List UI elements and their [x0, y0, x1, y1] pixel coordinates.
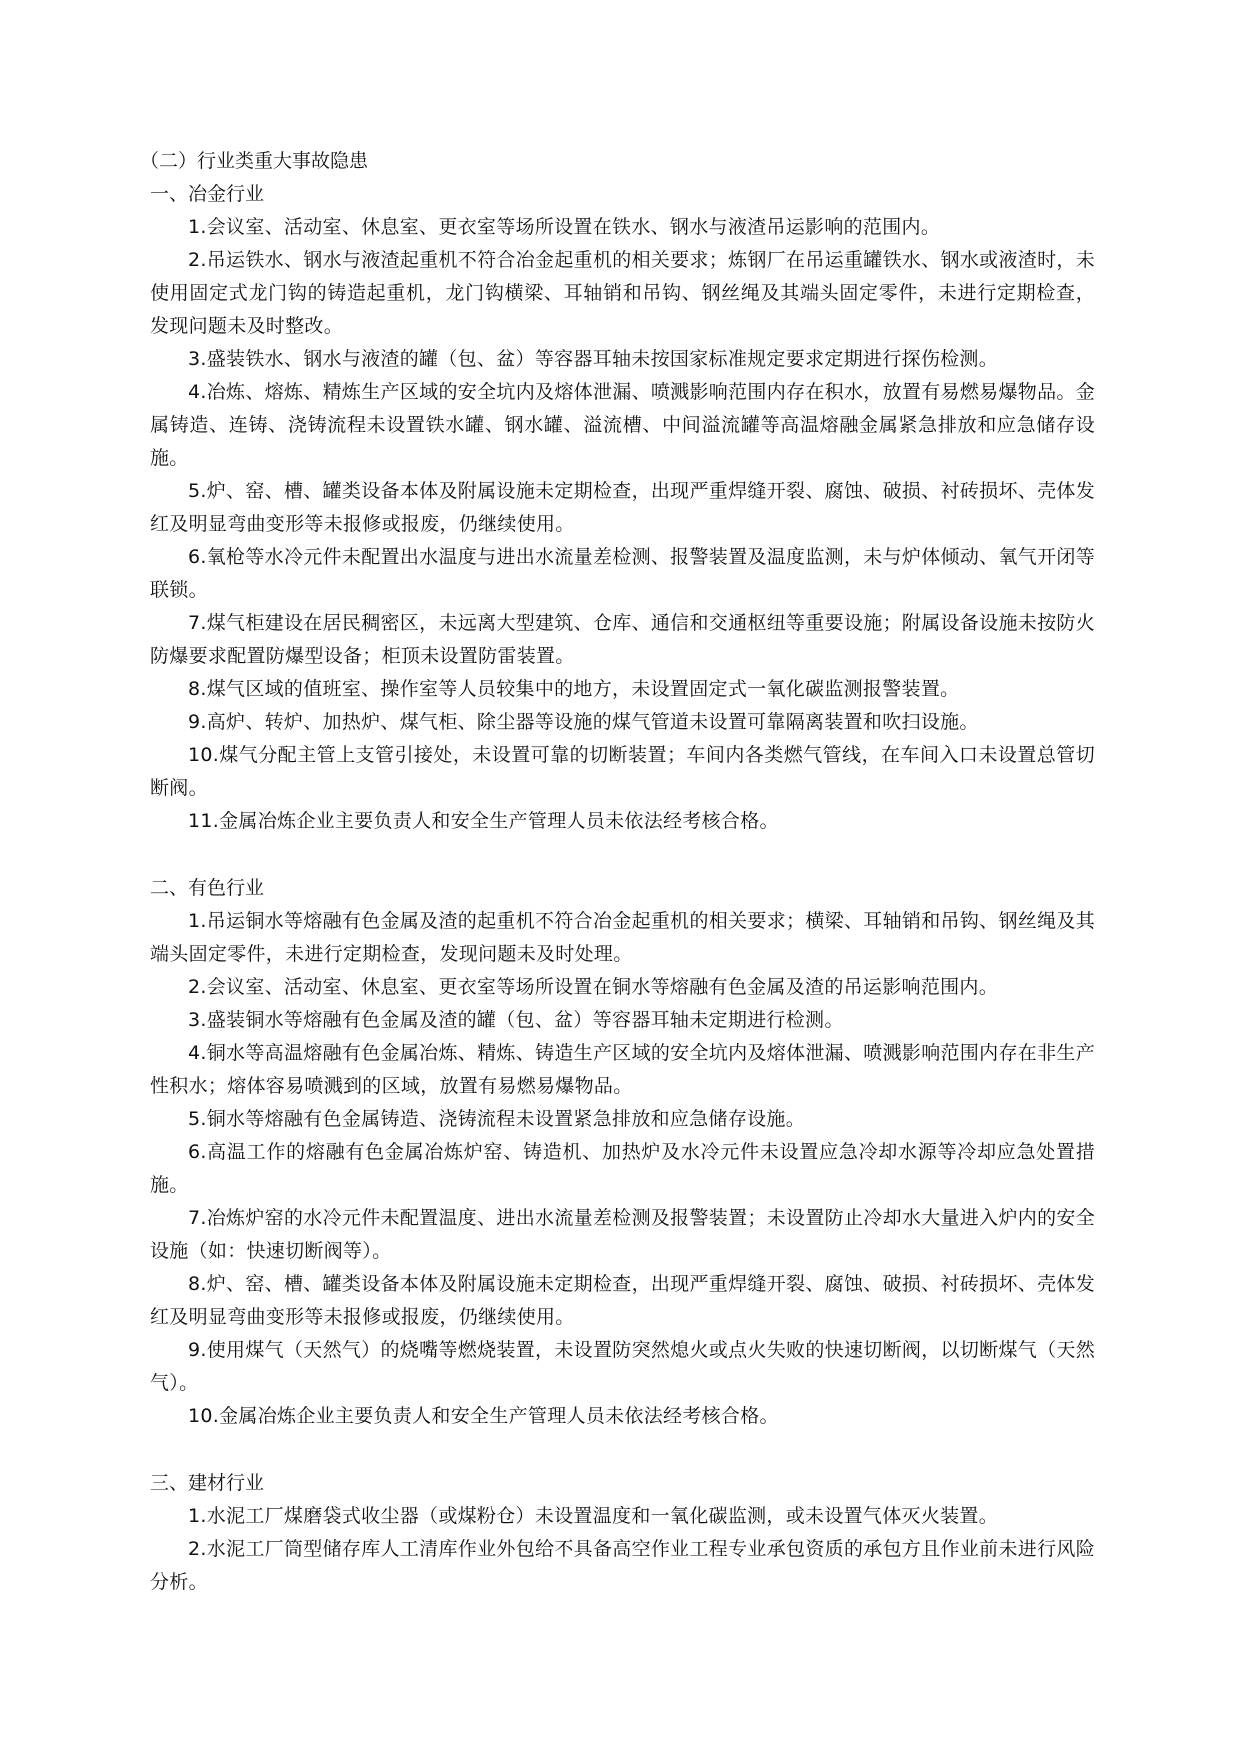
list-item: 3.盛装铜水等熔融有色金属及渣的罐（包、盆）等容器耳轴未定期进行检测。	[188, 1009, 844, 1031]
list-item: 5.铜水等熔融有色金属铸造、浇铸流程未设置紧急排放和应急储存设施。	[188, 1108, 806, 1130]
list-item: 2.会议室、活动室、休息室、更衣室等场所设置在铜水等熔融有色金属及渣的吊运影响范围内。	[188, 976, 999, 998]
list-item: 5.炉、窑、槽、罐类设备本体及附属设施未定期检查，出现严重焊缝开裂、腐蚀、破损、衬砖损坏、壳体发红及明显弯曲变形等未报修或报废，仍继续使用。	[150, 480, 1095, 535]
list-item: 9.高炉、转炉、加热炉、煤气柜、除尘器等设施的煤气管道未设置可靠隔离装置和吹扫设施。	[188, 711, 979, 733]
list-item: 4.铜水等高温熔融有色金属冶炼、精炼、铸造生产区域的安全坑内及熔体泄漏、喷溅影响范围内存在非生产性积水；熔体容易喷溅到的区域，放置有易燃易爆物品。	[150, 1042, 1095, 1097]
list-item: 2.吊运铁水、钢水与液渣起重机不符合冶金起重机的相关要求；炼钢厂在吊运重罐铁水、钢水或液渣时，未使用固定式龙门钩的铸造起重机，龙门钩横梁、耳轴销和吊钩、钢丝绳及其端头固定零件，未进行定期检查，发现问题未及时整改。	[150, 249, 1095, 337]
list-item: 4.冶炼、熔炼、精炼生产区域的安全坑内及熔体泄漏、喷溅影响范围内存在积水，放置有易燃易爆物品。金属铸造、连铸、浇铸流程未设置铁水罐、钢水罐、溢流槽、中间溢流罐等高温熔融金属紧急排放和应急储存设施。	[150, 381, 1095, 469]
list-item: 7.煤气柜建设在居民稠密区，未远离大型建筑、仓库、通信和交通枢纽等重要设施；附属设备设施未按防火防爆要求配置防爆型设备；柜顶未设置防雷装置。	[150, 612, 1095, 667]
section	[150, 872, 1095, 1433]
list-item: 1.会议室、活动室、休息室、更衣室等场所设置在铁水、钢水与液渣吊运影响的范围内。	[188, 216, 941, 238]
list-item: 11.金属冶炼企业主要负责人和安全生产管理人员未依法经考核合格。	[188, 810, 779, 832]
list-item: 2.水泥工厂筒型储存库人工清库作业外包给不具备高空作业工程专业承包资质的承包方且作业前未进行风险分析。	[150, 1538, 1095, 1593]
section	[150, 178, 1095, 838]
list-item: 9.使用煤气（天然气）的烧嘴等燃烧装置，未设置防突然熄火或点火失败的快速切断阀，以切断煤气（天然气）。	[150, 1339, 1095, 1394]
list-item: 7.冶炼炉窑的水冷元件未配置温度、进出水流量差检测及报警装置；未设置防止冷却水大量进入炉内的安全设施（如：快速切断阀等）。	[150, 1207, 1095, 1262]
section-heading: 一、冶金行业	[150, 183, 265, 205]
list-item: 1.吊运铜水等熔融有色金属及渣的起重机不符合冶金起重机的相关要求；横梁、耳轴销和吊钩、钢丝绳及其端头固定零件，未进行定期检查，发现问题未及时处理。	[150, 910, 1095, 965]
section-heading: 二、有色行业	[150, 877, 265, 899]
list-item: 10.煤气分配主管上支管引接处，未设置可靠的切断装置；车间内各类燃气管线，在车间入口未设置总管切断阀。	[150, 744, 1095, 799]
list-item: 6.高温工作的熔融有色金属冶炼炉窑、铸造机、加热炉及水冷元件未设置应急冷却水源等冷却应急处置措施。	[150, 1141, 1095, 1196]
section	[150, 1467, 1095, 1599]
document-page	[140, 145, 1095, 1599]
list-item: 8.炉、窑、槽、罐类设备本体及附属设施未定期检查，出现严重焊缝开裂、腐蚀、破损、衬砖损坏、壳体发红及明显弯曲变形等未报修或报废，仍继续使用。	[150, 1273, 1095, 1328]
sections-container	[150, 178, 1095, 1599]
list-item: 1.水泥工厂煤磨袋式收尘器（或煤粉仓）未设置温度和一氧化碳监测，或未设置气体灭火装置。	[188, 1505, 999, 1527]
list-item: 10.金属冶炼企业主要负责人和安全生产管理人员未依法经考核合格。	[188, 1405, 779, 1427]
list-item: 3.盛装铁水、钢水与液渣的罐（包、盆）等容器耳轴未按国家标准规定要求定期进行探伤检测。	[188, 348, 999, 370]
document-title: （二）行业类重大事故隐患	[140, 150, 369, 172]
section-heading: 三、建材行业	[150, 1472, 265, 1494]
list-item: 8.煤气区域的值班室、操作室等人员较集中的地方，未设置固定式一氧化碳监测报警装置。	[188, 678, 960, 700]
list-item: 6.氧枪等水冷元件未配置出水温度与进出水流量差检测、报警装置及温度监测，未与炉体倾动、氧气开闭等联锁。	[150, 546, 1095, 601]
